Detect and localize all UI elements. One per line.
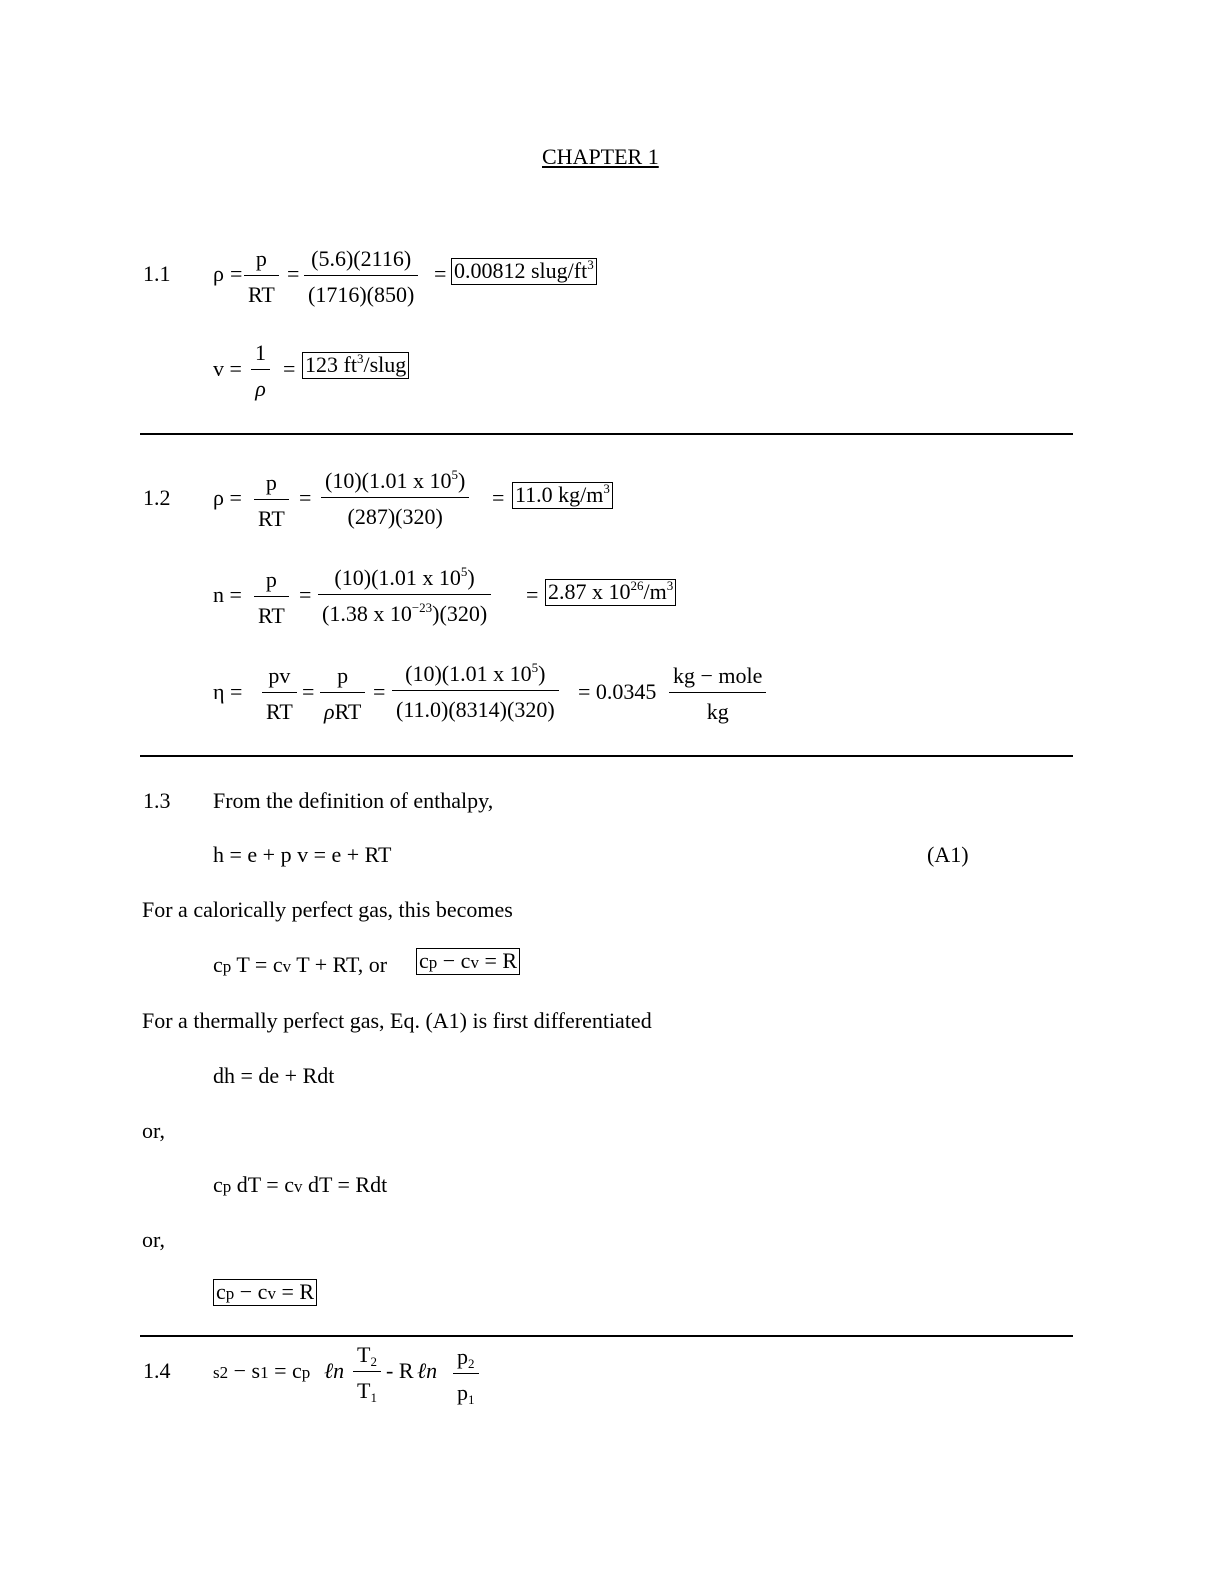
cp-subscript: p <box>428 953 438 972</box>
equals-sign: = <box>283 356 296 381</box>
fraction-t2-over-t1 <box>353 1342 381 1405</box>
superscript: 5 <box>451 467 458 482</box>
fraction-values <box>392 660 559 722</box>
superscript: 3 <box>603 481 610 496</box>
t-symbol: T <box>357 1378 371 1403</box>
superscript: 3 <box>666 578 674 593</box>
answer-unit: /m <box>643 579 667 604</box>
unit-fraction <box>669 665 766 723</box>
numerator <box>321 467 469 497</box>
cp-symbol: c <box>216 1279 226 1304</box>
equals-sign: = <box>434 261 447 286</box>
numerator: kg − mole <box>673 663 763 688</box>
denominator <box>353 1371 381 1405</box>
denominator: (1716)(850) <box>304 275 418 306</box>
eta-value: = 0.0345 <box>578 679 657 704</box>
fraction-values <box>321 467 469 529</box>
fraction-one-over-rho <box>251 342 270 400</box>
subscript: 1 <box>370 1390 377 1405</box>
problem-number: 1.1 <box>143 261 171 286</box>
superscript: 3 <box>356 351 364 366</box>
answer-box-cp-cv <box>213 1279 317 1306</box>
numerator-close: ) <box>457 468 466 493</box>
cp-subscript: p <box>222 1177 232 1196</box>
denominator-close: )(320) <box>432 601 488 626</box>
calorically-text: For a calorically perfect gas, this becomes <box>142 897 513 922</box>
differential-equation: dh = de + Rdt <box>213 1063 335 1088</box>
s-symbol: s <box>213 1363 220 1382</box>
problem-number: 1.3 <box>143 788 171 813</box>
numerator: p <box>265 470 277 495</box>
subscript: 2 <box>370 1354 377 1369</box>
numerator-close: ) <box>538 661 546 686</box>
fraction-values <box>318 564 491 626</box>
numerator: p <box>265 567 277 592</box>
numerator <box>318 564 491 594</box>
denominator: (11.0)(8314)(320) <box>392 690 559 721</box>
denominator-text: (1.38 x 10 <box>322 601 412 626</box>
number-density-lhs: n = <box>213 582 242 607</box>
or-text: or, <box>142 1227 165 1252</box>
equals-sign: = <box>492 485 505 510</box>
cp-subscript: p <box>225 1284 235 1303</box>
answer-density: 11.0 kg/m <box>515 482 604 507</box>
enthalpy-equation: h = e + p v = e + RT <box>213 842 392 867</box>
rho-lhs: ρ = <box>213 485 242 510</box>
box-middle: − c <box>234 1279 268 1304</box>
cv-subscript: v <box>470 953 479 972</box>
answer-density: 0.00812 slug/ft <box>454 258 588 283</box>
denominator: kg <box>669 692 766 723</box>
answer-density-box <box>451 258 597 285</box>
cp-symbol: c <box>213 1172 223 1197</box>
box-rest: = R <box>275 1279 315 1304</box>
answer-box-cp-cv <box>416 948 520 975</box>
denominator <box>453 1373 479 1407</box>
thermally-text: For a thermally perfect gas, Eq. (A1) is first differentiated <box>142 1008 652 1033</box>
cv-subscript: v <box>282 957 292 976</box>
fraction-p-over-rt <box>244 248 279 306</box>
fraction-pv-over-rt <box>262 665 297 723</box>
minus-s: − s <box>228 1358 261 1383</box>
superscript: 5 <box>531 660 539 675</box>
denominator: RT <box>262 692 297 723</box>
superscript: 26 <box>630 578 644 593</box>
natural-log: ℓn <box>324 1358 345 1383</box>
section-divider <box>140 755 1073 757</box>
box-middle: − c <box>437 948 471 973</box>
equals-sign: = <box>302 679 315 704</box>
equals-sign: = <box>287 261 300 286</box>
cv-subscript: v <box>293 1177 303 1196</box>
problem-number: 1.2 <box>143 485 171 510</box>
numerator: 1 <box>255 340 266 365</box>
entropy-lhs <box>213 1360 310 1382</box>
superscript: −23 <box>411 600 433 615</box>
specific-volume-lhs: v = <box>213 356 242 381</box>
numerator: p <box>255 246 267 271</box>
cp-subscript: p <box>222 957 232 976</box>
answer-density-box <box>512 482 613 509</box>
equation-middle: T = c <box>231 952 283 977</box>
fraction-p-over-rt <box>254 569 289 627</box>
denominator: ρ <box>251 369 270 400</box>
numerator: p <box>337 663 349 688</box>
equals-sign: = <box>373 679 386 704</box>
denominator: (287)(320) <box>321 497 469 528</box>
numerator: pv <box>268 663 291 688</box>
denominator: RT <box>244 275 279 306</box>
fraction-values <box>304 248 418 306</box>
minus-r: - R <box>386 1358 414 1383</box>
numerator-text: (10)(1.01 x 10 <box>325 468 452 493</box>
chapter-title: CHAPTER 1 <box>542 144 659 169</box>
specific-heat-equation <box>213 1174 387 1196</box>
equals-cp: = c <box>268 1358 302 1383</box>
superscript: 3 <box>587 257 594 272</box>
rho-symbol: ρ <box>324 699 335 724</box>
cp-symbol: c <box>419 948 429 973</box>
answer-number-density: 2.87 x 10 <box>548 579 631 604</box>
section-divider <box>140 433 1073 435</box>
cv-subscript: v <box>267 1284 276 1303</box>
denominator: RT <box>254 596 289 627</box>
equation-rest: dT = Rdt <box>302 1172 388 1197</box>
calorically-equation <box>213 954 387 976</box>
answer-volume-box <box>302 352 409 379</box>
cp-subscript: p <box>301 1363 311 1382</box>
natural-log: ℓn <box>417 1358 438 1383</box>
equals-sign: = <box>230 261 243 286</box>
subscript: 2 <box>468 1356 475 1371</box>
s2-subscript: 2 <box>219 1363 229 1382</box>
equals-sign: = <box>299 582 312 607</box>
intro-text: From the definition of enthalpy, <box>213 788 494 813</box>
rt-text: RT <box>334 699 362 724</box>
superscript: 5 <box>460 564 468 579</box>
rho-symbol: ρ <box>213 261 224 286</box>
equation-middle: dT = c <box>231 1172 294 1197</box>
or-text: or, <box>142 1118 165 1143</box>
answer-volume-unit: /slug <box>363 352 407 377</box>
denominator: RT <box>254 499 289 530</box>
denominator <box>320 692 365 723</box>
denominator <box>318 594 491 625</box>
equals-sign: = <box>299 485 312 510</box>
answer-number-density-box <box>545 579 676 606</box>
s1-subscript: 1 <box>260 1363 269 1382</box>
problem-number: 1.4 <box>143 1358 171 1383</box>
section-divider <box>140 1335 1073 1337</box>
numerator <box>453 1346 479 1373</box>
numerator <box>353 1344 381 1371</box>
equation-rest: T + RT, or <box>291 952 388 977</box>
p-symbol: p <box>457 1344 468 1369</box>
equation-label: (A1) <box>927 842 969 867</box>
subscript: 1 <box>468 1392 475 1407</box>
numerator-text: (10)(1.01 x 10 <box>405 661 532 686</box>
p-symbol: p <box>457 1380 468 1405</box>
cp-symbol: c <box>213 952 223 977</box>
equals-sign: = <box>526 582 539 607</box>
numerator-close: ) <box>467 565 475 590</box>
numerator-text: (10)(1.01 x 10 <box>334 565 461 590</box>
t-symbol: T <box>357 1342 371 1367</box>
box-rest: = R <box>478 948 518 973</box>
eta-lhs: η = <box>213 679 243 704</box>
numerator: (5.6)(2116) <box>311 246 412 271</box>
answer-volume: 123 ft <box>305 352 357 377</box>
fraction-p2-over-p1 <box>453 1344 479 1407</box>
fraction-p-over-rt <box>254 472 289 530</box>
numerator <box>392 660 559 690</box>
fraction-p-over-rho-rt <box>320 665 365 723</box>
